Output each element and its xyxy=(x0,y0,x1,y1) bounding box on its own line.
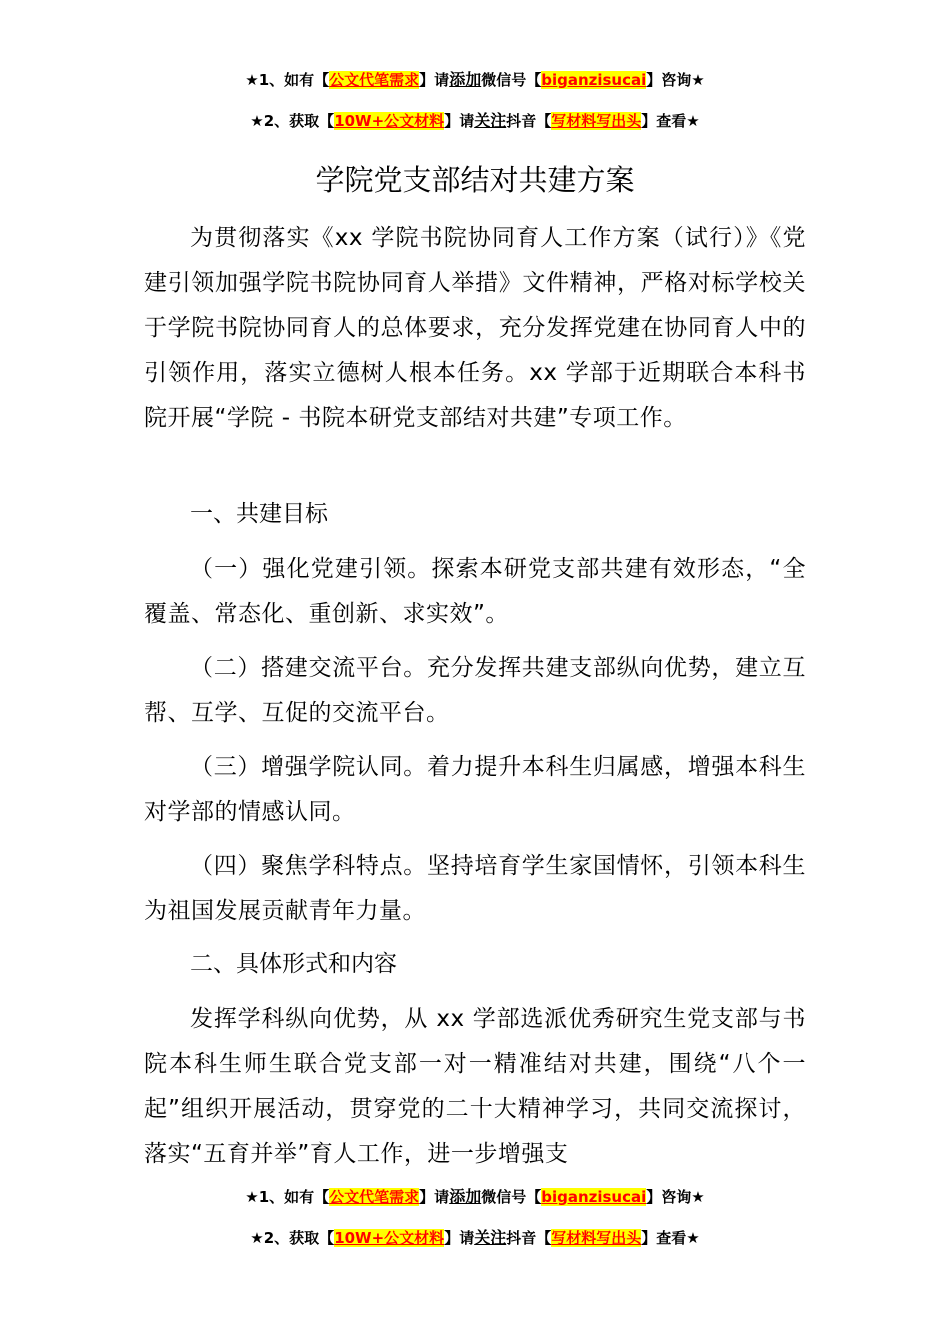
banner-text: 微信号【 xyxy=(481,71,542,89)
banner-text: 】请 xyxy=(419,1188,450,1206)
top-banner-line-2 xyxy=(0,111,950,131)
banner-text: 】咨询★ xyxy=(646,71,705,89)
section-heading-goals: 一、共建目标 xyxy=(190,501,328,527)
banner-keyword: 添加 xyxy=(449,70,482,89)
banner-text: ★2、获取【 xyxy=(250,1229,335,1247)
top-banner-line-1 xyxy=(0,70,950,90)
goal-item-1: （一）强化党建引领。探索本研党支部共建有效形态，“全覆盖、常态化、重创新、求实效”。 xyxy=(144,556,806,627)
bottom-banner-line-2 xyxy=(0,1228,950,1248)
banner-keyword: 添加 xyxy=(449,1187,482,1206)
banner-text: 抖音【 xyxy=(506,1229,552,1247)
banner-keyword: 关注 xyxy=(474,1228,507,1247)
banner-highlight: 10W+公文材料 xyxy=(334,1229,445,1247)
banner-text: 】咨询★ xyxy=(646,1188,705,1206)
banner-wechat-id: biganzisucai xyxy=(541,71,647,89)
bottom-banner-line-1 xyxy=(0,1187,950,1207)
forms-paragraph: 发挥学科纵向优势，从 xx 学部选派优秀研究生党支部与书院本科生师生联合党支部一对一精准结对共建，围绕“八个一起”组织开展活动，贯穿党的二十大精神学习，共同交流探讨，落实“五育并举”育人工作，进一步增强支 xyxy=(144,1006,806,1167)
banner-highlight: 公文代笔需求 xyxy=(329,71,420,89)
section-heading-forms: 二、具体形式和内容 xyxy=(190,951,397,977)
document-title: 学院党支部结对共建方案 xyxy=(315,163,635,197)
goal-item-4: （四）聚焦学科特点。坚持培育学生家国情怀，引领本科生为祖国发展贡献青年力量。 xyxy=(144,853,806,924)
banner-text: 】请 xyxy=(419,71,450,89)
banner-text: 】查看★ xyxy=(641,112,700,130)
banner-text: ★1、如有【 xyxy=(245,1188,330,1206)
banner-keyword: 关注 xyxy=(474,111,507,130)
banner-text: 】查看★ xyxy=(641,1229,700,1247)
banner-text: ★1、如有【 xyxy=(245,71,330,89)
banner-text: 微信号【 xyxy=(481,1188,542,1206)
banner-wechat-id: biganzisucai xyxy=(541,1188,647,1206)
banner-highlight: 公文代笔需求 xyxy=(329,1188,420,1206)
goal-item-2: （二）搭建交流平台。充分发挥共建支部纵向优势，建立互帮、互学、互促的交流平台。 xyxy=(144,655,806,726)
banner-douyin-id: 写材料写出头 xyxy=(551,1229,642,1247)
banner-text: ★2、获取【 xyxy=(250,112,335,130)
banner-text: 】请 xyxy=(444,1229,475,1247)
banner-text: 抖音【 xyxy=(506,112,552,130)
intro-paragraph: 为贯彻落实《xx 学院书院协同育人工作方案（试行）》《党建引领加强学院书院协同育人举措》文件精神，严格对标学校关于学院书院协同育人的总体要求，充分发挥党建在协同育人中的引领作用，落实立德树人根本任务。xx 学部于近期联合本科书院开展“学院 - 书院本研党支部结对共建”专项工作。 xyxy=(144,225,806,431)
banner-highlight: 10W+公文材料 xyxy=(334,112,445,130)
goal-item-3: （三）增强学院认同。着力提升本科生归属感，增强本科生对学部的情感认同。 xyxy=(144,754,806,825)
banner-text: 】请 xyxy=(444,112,475,130)
banner-douyin-id: 写材料写出头 xyxy=(551,112,642,130)
